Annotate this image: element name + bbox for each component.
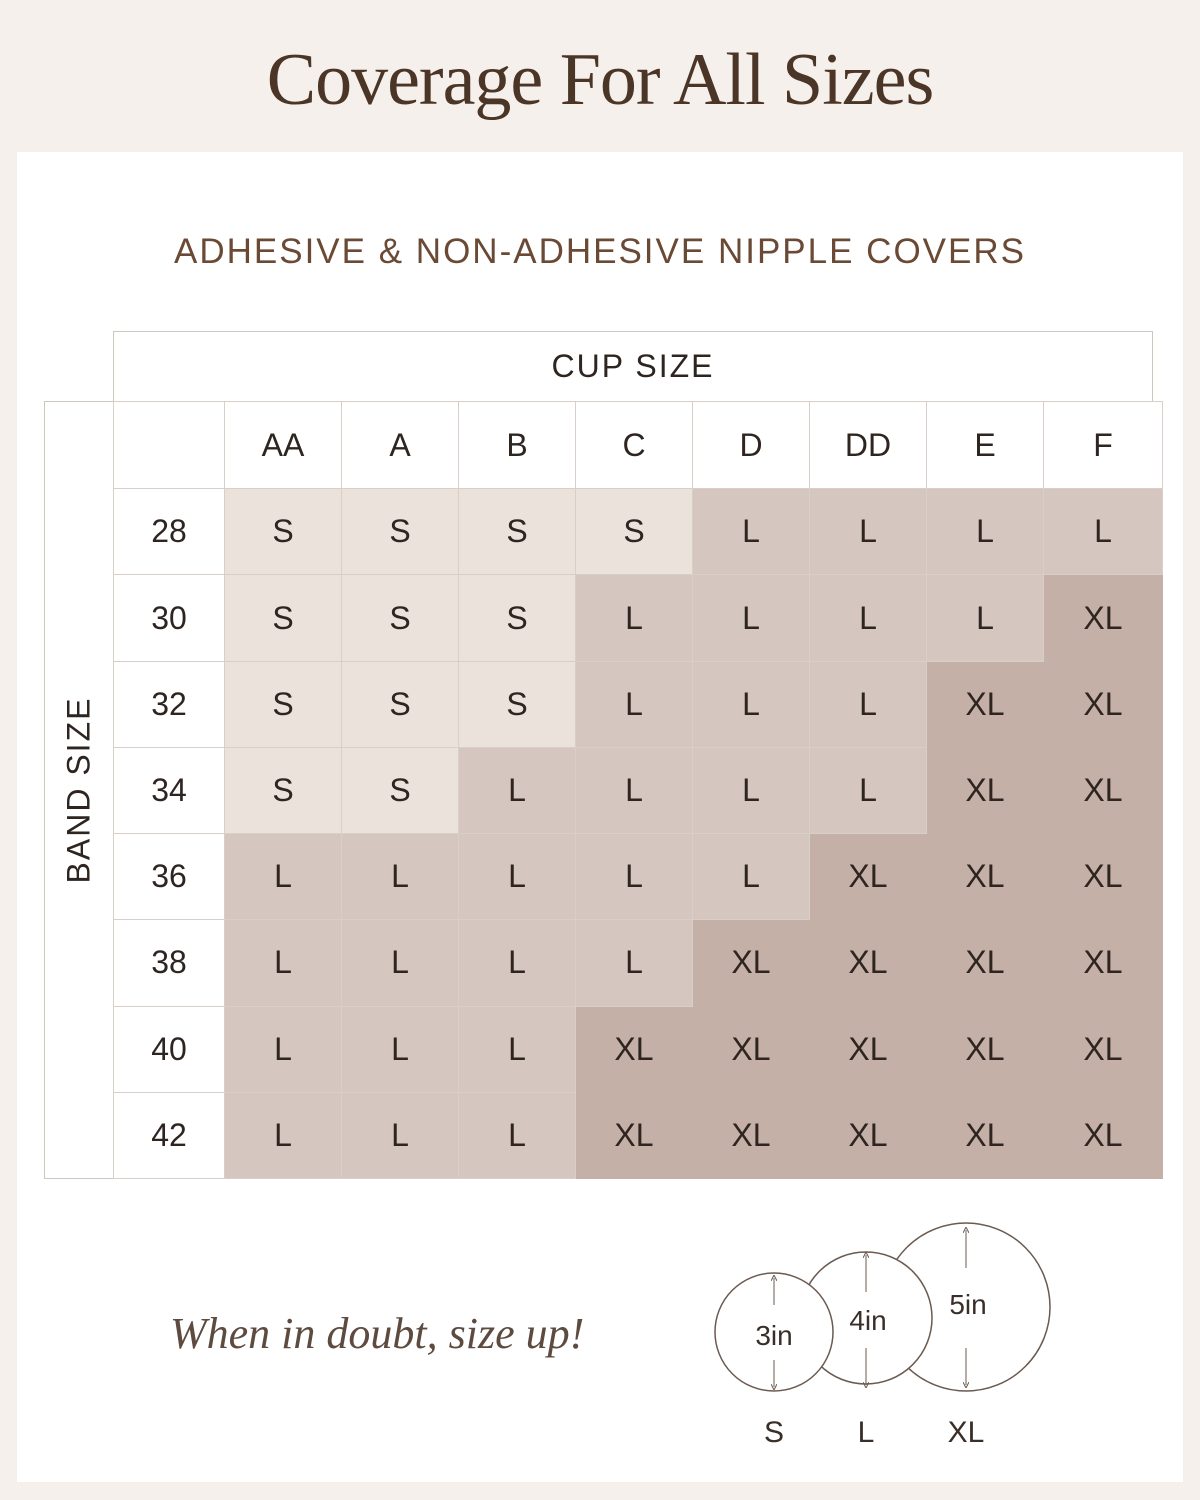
- size-cell: XL: [576, 1092, 693, 1178]
- band-size-cell: 32: [114, 661, 225, 747]
- size-cell: XL: [1044, 747, 1163, 833]
- table-row: [114, 661, 1163, 747]
- corner-cell: [114, 402, 225, 489]
- cup-header-cell: B: [459, 402, 576, 489]
- size-cell: XL: [1044, 834, 1163, 920]
- size-cell: L: [342, 834, 459, 920]
- size-cell: L: [927, 575, 1044, 661]
- size-cell: L: [225, 1006, 342, 1092]
- band-size-header-cell: [44, 401, 114, 1179]
- size-legend-circles: [700, 1210, 1080, 1410]
- size-cell: XL: [810, 834, 927, 920]
- l-diameter-label: 4in: [849, 1305, 887, 1336]
- size-cell: XL: [927, 1006, 1044, 1092]
- size-cell: L: [693, 575, 810, 661]
- band-size-cell: 28: [114, 489, 225, 575]
- size-cell: XL: [927, 834, 1044, 920]
- chart-subtitle: ADHESIVE & NON-ADHESIVE NIPPLE COVERS: [174, 232, 1026, 271]
- cup-header-cell: A: [342, 402, 459, 489]
- size-cell: L: [693, 747, 810, 833]
- size-cell: L: [459, 1006, 576, 1092]
- xl-diameter-label: 5in: [949, 1289, 987, 1320]
- size-cell: S: [342, 661, 459, 747]
- band-size-cell: 42: [114, 1092, 225, 1178]
- band-size-cell: 40: [114, 1006, 225, 1092]
- size-cell: L: [225, 834, 342, 920]
- legend-size-s: S: [763, 1416, 784, 1449]
- size-cell: XL: [927, 747, 1044, 833]
- size-cell: L: [810, 661, 927, 747]
- size-cell: S: [459, 661, 576, 747]
- size-cell: L: [576, 920, 693, 1006]
- size-cell: S: [225, 747, 342, 833]
- size-cell: XL: [693, 920, 810, 1006]
- table-row: [114, 575, 1163, 661]
- size-cell: XL: [693, 1092, 810, 1178]
- size-cell: XL: [693, 1006, 810, 1092]
- size-cell: L: [1044, 489, 1163, 575]
- size-cell: L: [693, 489, 810, 575]
- size-cell: L: [810, 489, 927, 575]
- s-diameter-label: 3in: [755, 1320, 793, 1351]
- size-cell: L: [459, 920, 576, 1006]
- table-row: [114, 489, 1163, 575]
- size-legend: [700, 1210, 1080, 1470]
- size-cell: XL: [1044, 920, 1163, 1006]
- table-row: [114, 920, 1163, 1006]
- size-cell: S: [342, 747, 459, 833]
- size-cell: XL: [927, 1092, 1044, 1178]
- size-cell: L: [459, 834, 576, 920]
- legend-size-l: L: [857, 1416, 875, 1449]
- table-row: [114, 1092, 1163, 1178]
- page-title: Coverage For All Sizes: [266, 39, 934, 121]
- size-cell: L: [810, 747, 927, 833]
- size-cell: XL: [1044, 661, 1163, 747]
- size-cell: L: [576, 575, 693, 661]
- size-cell: L: [693, 661, 810, 747]
- size-cell: S: [225, 575, 342, 661]
- cup-header-cell: C: [576, 402, 693, 489]
- size-cell: S: [576, 489, 693, 575]
- size-cell: L: [927, 489, 1044, 575]
- size-cell: L: [576, 661, 693, 747]
- band-size-cell: 30: [114, 575, 225, 661]
- size-cell: L: [576, 834, 693, 920]
- cup-header-cell: AA: [225, 402, 342, 489]
- size-cell: L: [342, 1006, 459, 1092]
- size-cell: XL: [810, 920, 927, 1006]
- cup-header-cell: E: [927, 402, 1044, 489]
- size-cell: L: [576, 747, 693, 833]
- size-cell: S: [342, 575, 459, 661]
- legend-size-xl: XL: [947, 1416, 985, 1449]
- size-cell: S: [225, 661, 342, 747]
- size-up-note: When in doubt, size up!: [170, 1309, 585, 1358]
- size-cell: S: [459, 575, 576, 661]
- table-row: [114, 1006, 1163, 1092]
- size-cell: L: [693, 834, 810, 920]
- size-cell: S: [342, 489, 459, 575]
- size-grid: [113, 401, 1163, 1179]
- size-cell: XL: [927, 661, 1044, 747]
- table-row: [114, 747, 1163, 833]
- cup-size-header: CUP SIZE: [113, 331, 1153, 402]
- size-cell: L: [810, 575, 927, 661]
- size-cell: XL: [810, 1092, 927, 1178]
- band-size-header: BAND SIZE: [60, 696, 97, 884]
- table-row: [114, 834, 1163, 920]
- size-cell: S: [459, 489, 576, 575]
- size-cell: XL: [927, 920, 1044, 1006]
- size-cell: L: [459, 1092, 576, 1178]
- band-size-cell: 38: [114, 920, 225, 1006]
- band-size-cell: 34: [114, 747, 225, 833]
- band-size-cell: 36: [114, 834, 225, 920]
- cup-header-cell: F: [1044, 402, 1163, 489]
- cup-header-cell: DD: [810, 402, 927, 489]
- size-cell: XL: [810, 1006, 927, 1092]
- size-cell: XL: [576, 1006, 693, 1092]
- size-cell: L: [342, 1092, 459, 1178]
- size-cell: L: [225, 1092, 342, 1178]
- size-cell: XL: [1044, 1092, 1163, 1178]
- size-cell: S: [225, 489, 342, 575]
- size-cell: L: [342, 920, 459, 1006]
- size-cell: L: [225, 920, 342, 1006]
- size-cell: XL: [1044, 575, 1163, 661]
- cup-header-cell: D: [693, 402, 810, 489]
- size-cell: XL: [1044, 1006, 1163, 1092]
- size-cell: L: [459, 747, 576, 833]
